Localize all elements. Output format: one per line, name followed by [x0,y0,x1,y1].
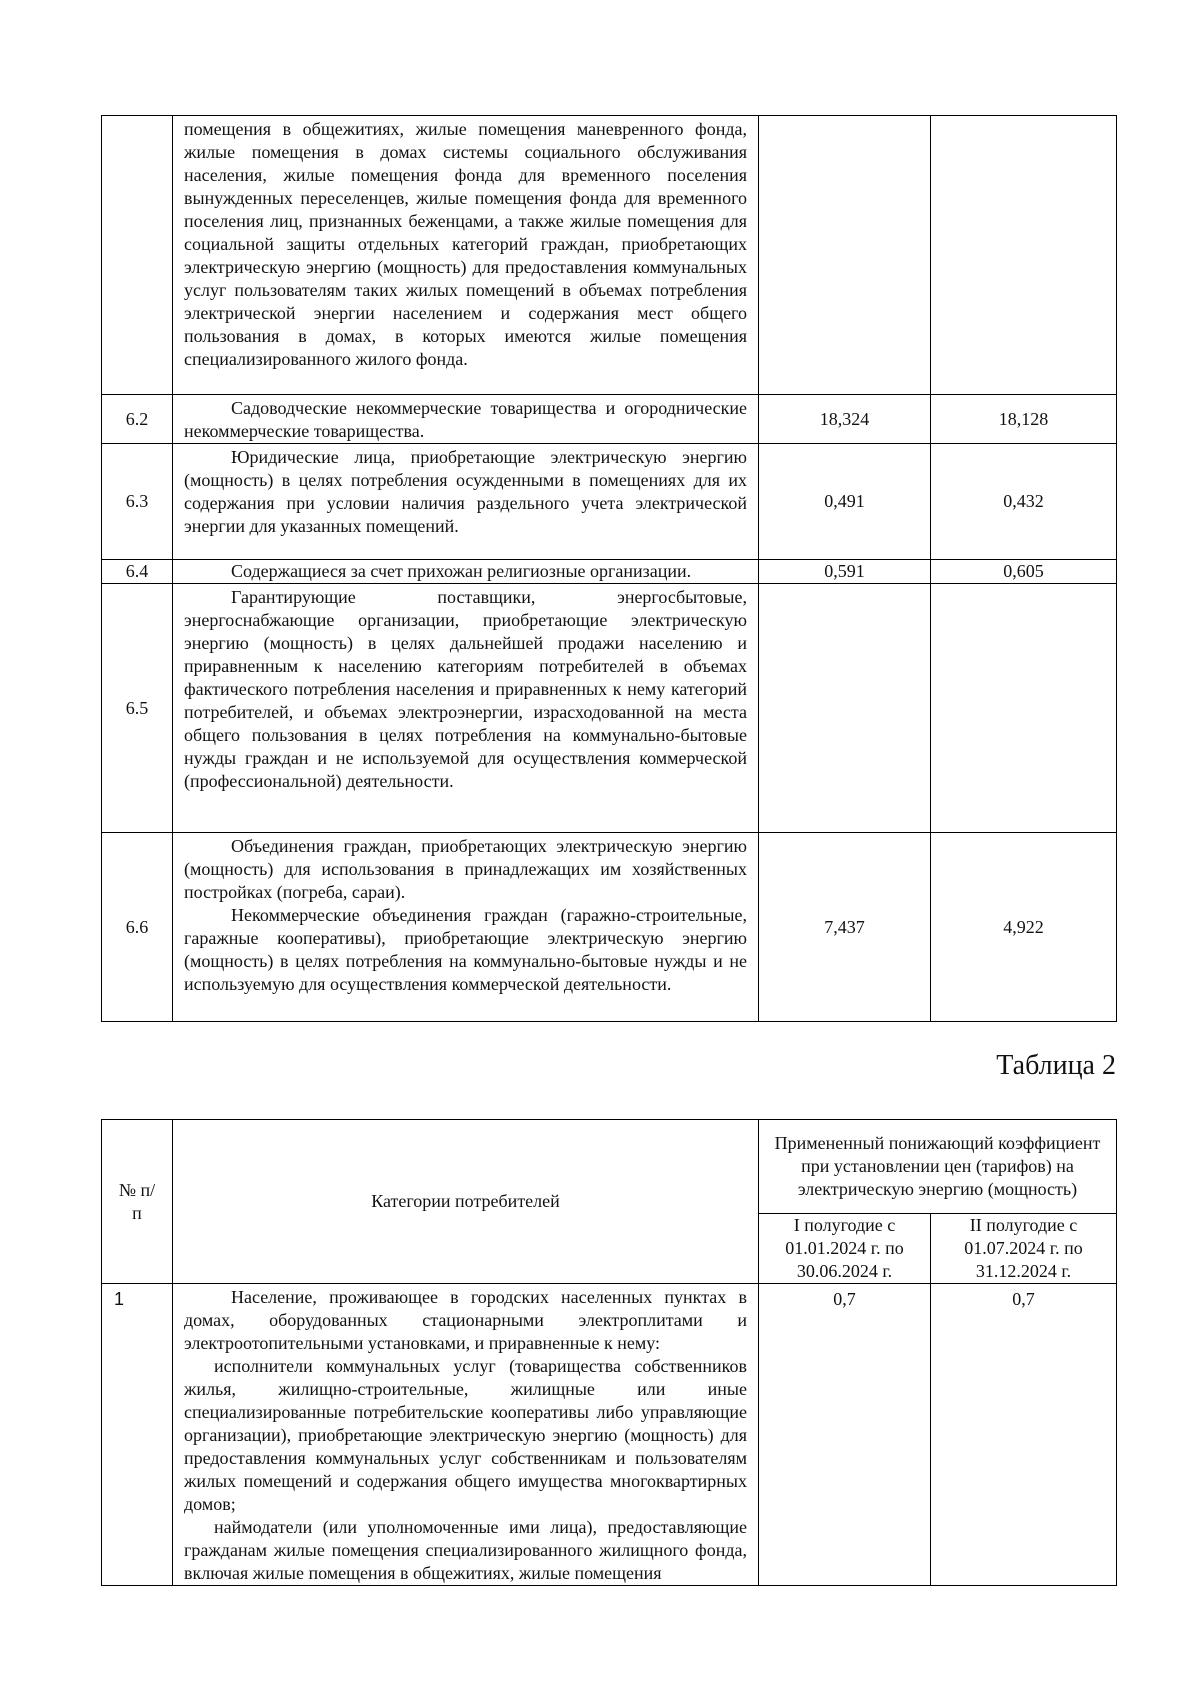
coefficient-h2: 18,128 [931,395,1117,444]
table-caption: Таблица 2 [996,1050,1116,1081]
table-row [102,833,1117,1022]
category-paragraph: Садоводческие некоммерческие товарищества и огороднические некоммерческие товарищества. [184,398,747,441]
coefficient-h2 [931,584,1117,833]
row-number: 6.6 [102,833,173,1022]
tariff-table-1 [101,115,1117,1022]
coefficient-h2: 0,605 [931,560,1117,584]
category-paragraph: Население, проживающее в городских населенных пунктах в домах, оборудованных стационарными электроплитами и электроотопительными установками, и приравненные к нему: [184,1287,747,1353]
row-number: 6.4 [102,560,173,584]
coefficient-h2 [931,116,1117,395]
table-row [102,116,1117,395]
table-header-row [102,1120,1117,1214]
coefficient-h1: 18,324 [759,395,931,444]
category-paragraph: Некоммерческие объединения граждан (гаражно-строительные, гаражные кооперативы), приобретающие электрическую энергию (мощность) в целях потребления на коммунально-бытовые нужды и не используемую для осуществления коммерческой деятельности. [184,905,747,994]
column-header-number: № п/п [102,1120,173,1284]
category-description [173,444,759,560]
category-description [173,1284,759,1586]
row-number: 6.2 [102,395,173,444]
category-paragraph: Юридические лица, приобретающие электрическую энергию (мощность) в целях потребления осужденными в помещениях для их содержания при условии наличия раздельного учета электрической энергии для указанных помещений. [184,447,747,536]
column-header-half1: I полугодие с 01.01.2024 г. по 30.06.2024 г. [759,1214,931,1284]
category-description [173,584,759,833]
row-number: 1 [102,1284,173,1586]
row-number [102,116,173,395]
coefficient-h1 [759,584,931,833]
coefficient-h1: 7,437 [759,833,931,1022]
row-number: 6.5 [102,584,173,833]
coefficient-h2: 0,7 [931,1284,1117,1586]
category-paragraph: Содержащиеся за счет прихожан религиозные организации. [231,561,692,581]
category-paragraph: помещения в общежитиях, жилые помещения маневренного фонда, жилые помещения в домах системы социального обслуживания населения, жилые помещения фонда для временного поселения вынужденных переселенцев, жилые помещения фонда для временного поселения лиц, признанных беженцами, а также жилые помещения для социальной защиты отдельных категорий граждан, приобретающих электрическую энергию (мощность) для предоставления коммунальных услуг пользователям таких жилых помещений в объемах потребления электрической энергии населением и содержания мест общего пользования в домах, в которых имеются жилые помещения специализированного жилого фонда. [184,119,747,369]
table-row [102,395,1117,444]
column-header-coefficient: Примененный понижающий коэффициент при установлении цен (тарифов) на электрическую энергию (мощность) [759,1120,1117,1214]
category-description [173,116,759,395]
coefficient-h2: 0,432 [931,444,1117,560]
category-paragraph: Объединения граждан, приобретающих электрическую энергию (мощность) для использования в принадлежащих им хозяйственных постройках (погреба, сараи). [184,836,747,902]
category-description [173,833,759,1022]
table-row [102,584,1117,833]
table-row [102,560,1117,584]
table-row [102,444,1117,560]
coefficient-h1: 0,591 [759,560,931,584]
coefficient-h1: 0,491 [759,444,931,560]
category-paragraph: наймодатели (или уполномоченные ими лица), предоставляющие гражданам жилые помещения специализированного жилищного фонда, включая жилые помещения в общежитиях, жилые помещения [184,1517,747,1583]
column-header-half2: II полугодие с 01.07.2024 г. по 31.12.2024 г. [931,1214,1117,1284]
category-description [173,395,759,444]
coefficient-h2: 4,922 [931,833,1117,1022]
category-paragraph: исполнители коммунальных услуг (товарищества собственников жилья, жилищно-строительные, жилищные или иные специализированные потребительские кооперативы либо управляющие организации), приобретающие электрическую энергию (мощность) для предоставления коммунальных услуг собственникам и пользователям жилых помещений и содержания общего имущества многоквартирных домов; [184,1356,747,1514]
category-description [173,560,759,584]
tariff-table-2 [101,1119,1117,1586]
category-paragraph: Гарантирующие поставщики, энергосбытовые, энергоснабжающие организации, приобретающие электрическую энергию (мощность) в целях дальнейшей продажи населению и приравненным к населению категориям потребителей в объемах фактического потребления населения и приравненных к нему категорий потребителей, и объемах электроэнергии, израсходованной на места общего пользования в целях потребления на коммунально-бытовые нужды граждан и не используемой для осуществления коммерческой (профессиональной) деятельности. [184,587,747,791]
column-header-category: Категории потребителей [173,1120,759,1284]
row-number: 6.3 [102,444,173,560]
table-row [102,1284,1117,1586]
coefficient-h1: 0,7 [759,1284,931,1586]
coefficient-h1 [759,116,931,395]
